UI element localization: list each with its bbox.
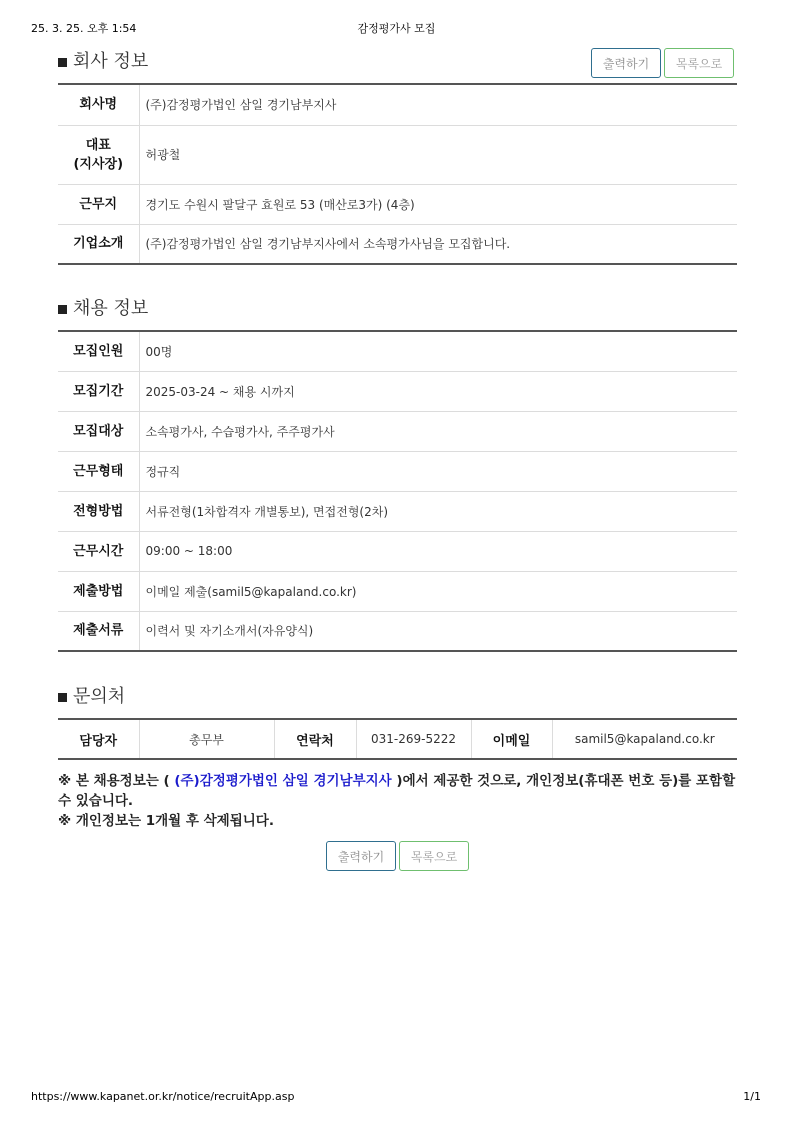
representative-label: 대표 (지사장) [58, 125, 139, 184]
table-row [58, 491, 737, 531]
contact-section-title [58, 682, 125, 708]
list-button-bottom[interactable]: 목록으로 [399, 841, 469, 871]
table-row [58, 719, 737, 759]
submission-method-label: 제출방법 [58, 571, 139, 611]
page-url: https://www.kapanet.or.kr/notice/recruitApp.asp [31, 1090, 295, 1103]
notice-line-2: ※ 개인정보는 1개월 후 삭제됩니다. [58, 813, 274, 829]
square-bullet-icon [58, 693, 67, 702]
manager-value: 총무부 [139, 719, 274, 759]
selection-method-label: 전형방법 [58, 491, 139, 531]
submission-method-value: 이메일 제출(samil5@kapaland.co.kr) [139, 571, 737, 611]
table-row [58, 411, 737, 451]
company-name-label: 회사명 [58, 84, 139, 125]
privacy-notice [58, 771, 740, 831]
email-value: samil5@kapaland.co.kr [574, 732, 715, 746]
target-label: 모집대상 [58, 411, 139, 451]
company-info-table [58, 83, 737, 265]
print-document-title: 감정평가사 모집 [357, 22, 436, 35]
notice-suffix: )에서 제공한 것으로, 개인정보(휴대폰 번호 등)를 포함할 수 있습니다. [58, 773, 736, 809]
table-row [58, 125, 737, 184]
contact-section-title-text: 문의처 [73, 686, 126, 707]
table-row [58, 611, 737, 651]
notice-company-name: (주)감정평가법인 삼일 경기남부지사 [174, 773, 392, 789]
email-label: 이메일 [471, 719, 552, 759]
notice-prefix: ※ 본 채용정보는 ( [58, 773, 175, 789]
table-row [58, 224, 737, 264]
page-number: 1/1 [743, 1090, 761, 1103]
workplace-label: 근무지 [58, 184, 139, 224]
headcount-label: 모집인원 [58, 331, 139, 371]
recruit-section-title [58, 294, 148, 320]
target-value: 소속평가사, 수습평가사, 주주평가사 [139, 411, 737, 451]
employment-type-value: 정규직 [139, 451, 737, 491]
company-section-title-text: 회사 정보 [73, 51, 149, 72]
work-hours-value: 09:00 ~ 18:00 [139, 531, 737, 571]
manager-label: 담당자 [58, 719, 139, 759]
company-intro-label: 기업소개 [58, 224, 139, 264]
table-row [58, 331, 737, 371]
print-date: 25. 3. 25. 오후 1:54 [31, 22, 137, 35]
print-button-bottom[interactable]: 출력하기 [326, 841, 396, 871]
period-value: 2025-03-24 ~ 채용 시까지 [139, 371, 737, 411]
table-row [58, 531, 737, 571]
workplace-value: 경기도 수원시 팔달구 효원로 53 (매산로3가) (4층) [139, 184, 737, 224]
company-name-value: (주)감정평가법인 삼일 경기남부지사 [139, 84, 737, 125]
table-row [58, 451, 737, 491]
contact-table [58, 718, 737, 760]
work-hours-label: 근무시간 [58, 531, 139, 571]
square-bullet-icon [58, 305, 67, 314]
documents-value: 이력서 및 자기소개서(자유양식) [145, 624, 314, 639]
employment-type-label: 근무형태 [58, 451, 139, 491]
table-row [58, 184, 737, 224]
phone-value: 031-269-5222 [356, 719, 471, 759]
print-button-top[interactable]: 출력하기 [591, 48, 661, 78]
representative-value: 허광철 [139, 125, 737, 184]
period-label: 모집기간 [58, 371, 139, 411]
notice-line-1 [58, 771, 740, 811]
phone-label: 연락처 [274, 719, 356, 759]
print-header [0, 20, 793, 36]
square-bullet-icon [58, 58, 67, 67]
company-intro-value: (주)감정평가법인 삼일 경기남부지사에서 소속평가사님을 모집합니다. [145, 237, 511, 252]
table-row [58, 371, 737, 411]
list-button-top[interactable]: 목록으로 [664, 48, 734, 78]
documents-label: 제출서류 [58, 611, 139, 651]
recruit-info-table [58, 330, 737, 652]
company-section-title [58, 47, 148, 73]
table-row [58, 84, 737, 125]
recruit-section-title-text: 채용 정보 [73, 298, 149, 319]
selection-method-value: 서류전형(1차합격자 개별통보), 면접전형(2차) [139, 491, 737, 531]
headcount-value: 00명 [139, 331, 737, 371]
table-row [58, 571, 737, 611]
